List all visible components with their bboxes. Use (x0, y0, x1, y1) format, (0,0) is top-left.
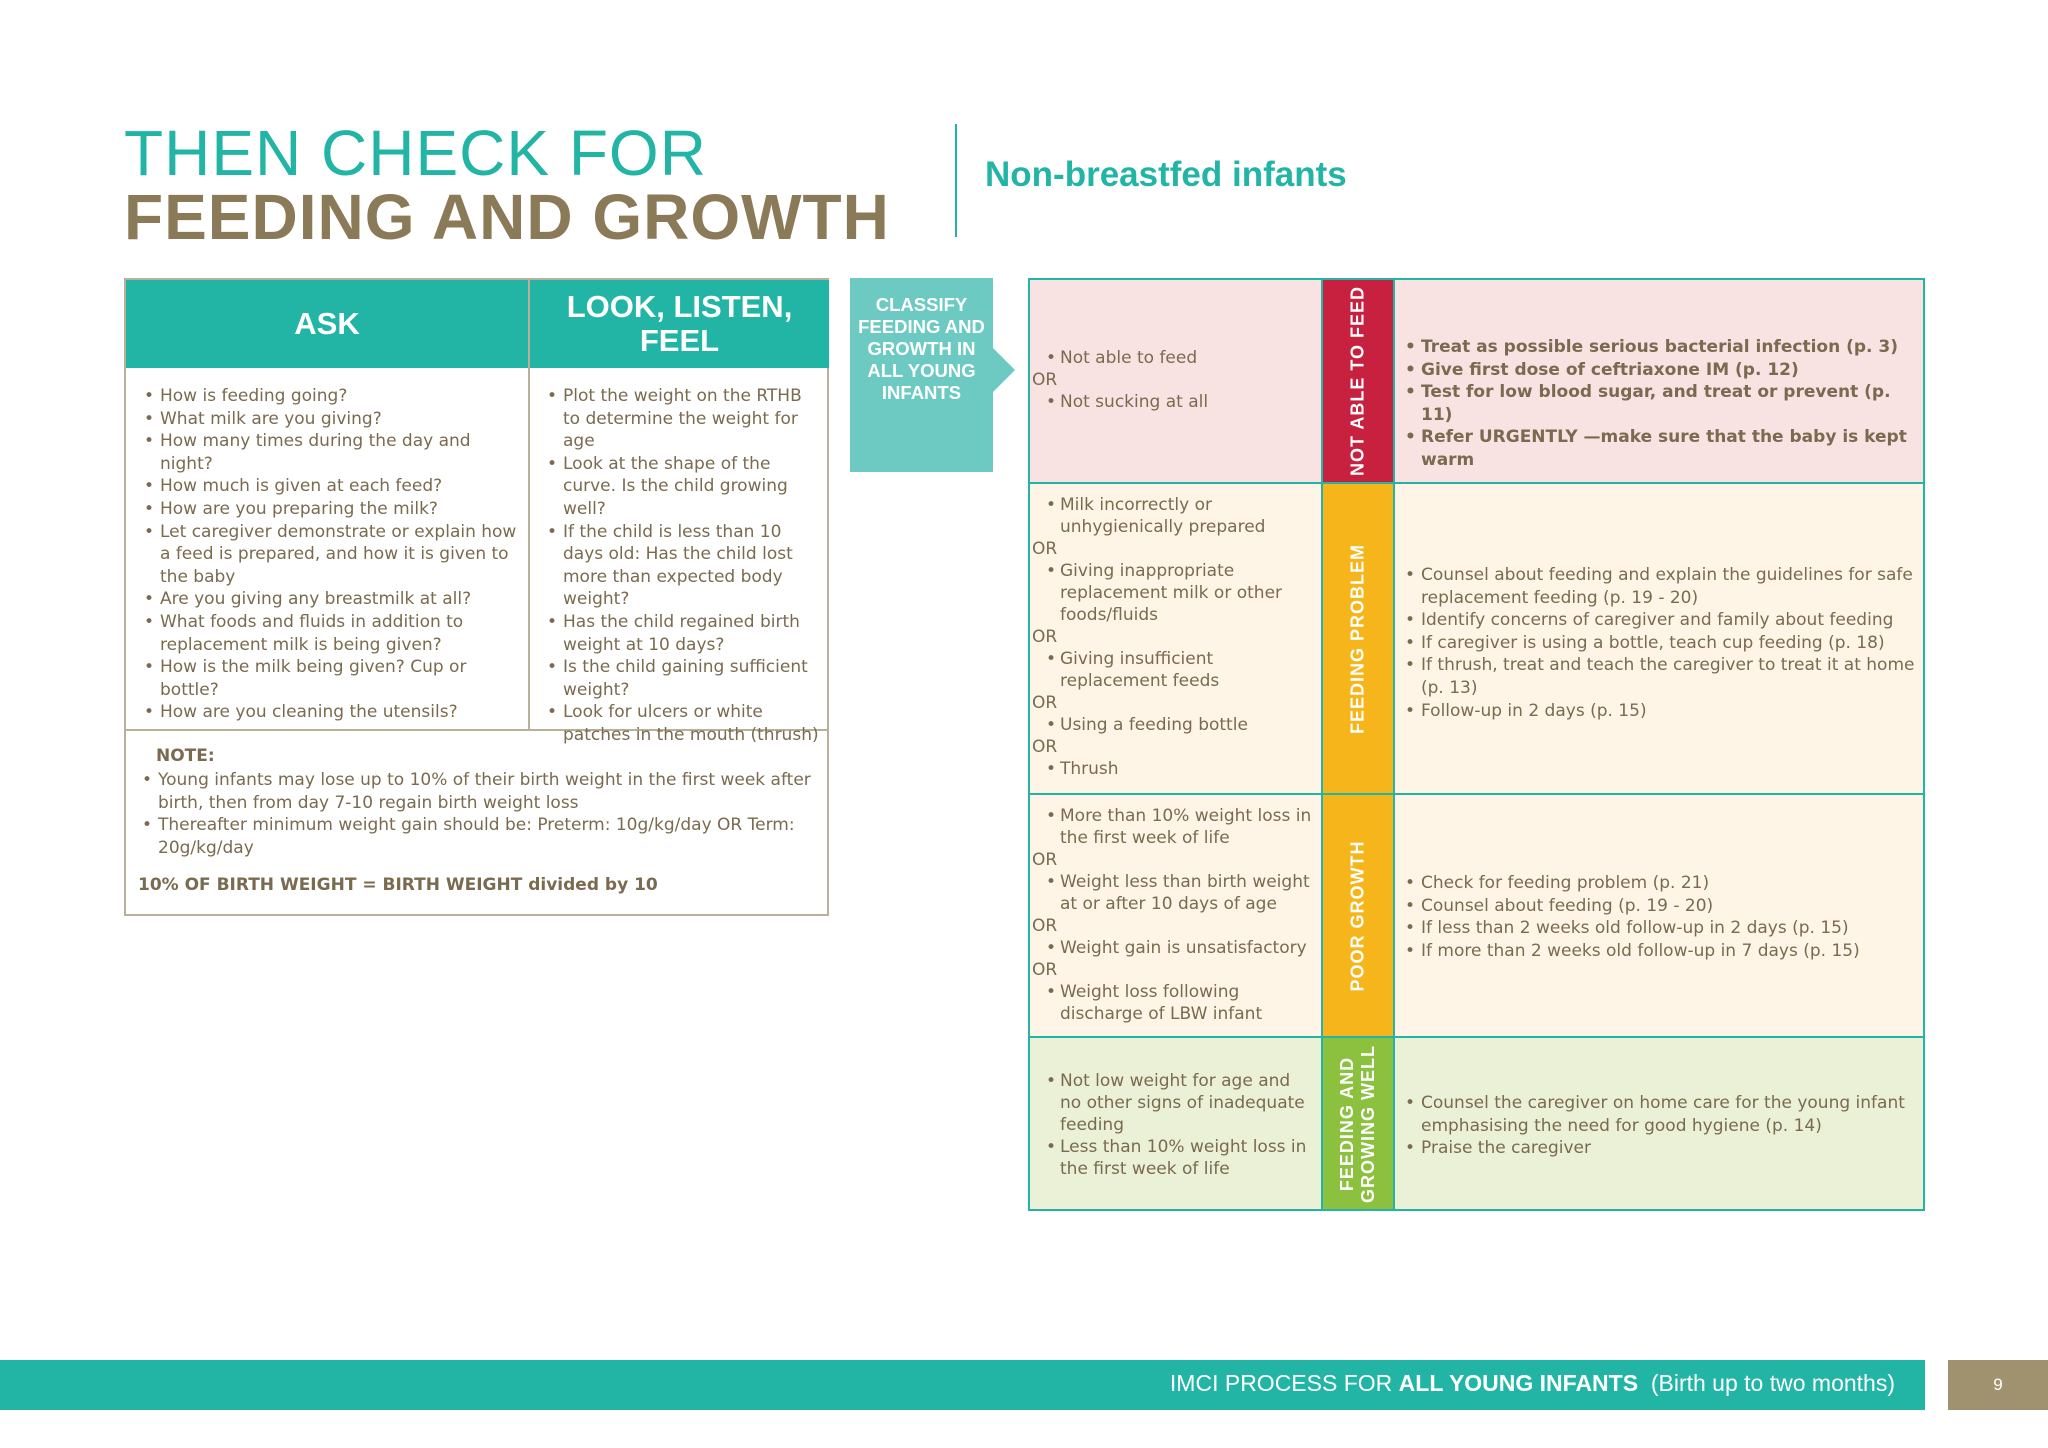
classification-label (1337, 1045, 1379, 1203)
classification-label: FEEDING PROBLEM (1347, 543, 1368, 734)
page-title-line1: THEN CHECK FOR (124, 117, 707, 189)
page-number: 9 (1948, 1360, 2048, 1410)
treatment-item: • Identify concerns of caregiver and family about feeding (1405, 609, 1915, 632)
classification-label-cell (1323, 484, 1393, 793)
or-label: OR (1032, 627, 1058, 647)
note-list (142, 769, 812, 859)
list-item: • Let caregiver demonstrate or explain how a feed is prepared, and how it is given to the baby (144, 521, 519, 589)
or-label: OR (1032, 850, 1058, 870)
treatment-item: • If less than 2 weeks old follow-up in 2 days (p. 15) (1405, 917, 1915, 940)
classification-label-line2: GROWING WELL (1358, 1044, 1378, 1203)
signs-list (1032, 494, 1316, 780)
sign-item: • Thrush (1046, 758, 1316, 780)
classification-row-feeding-and-growing-well (1030, 1038, 1923, 1209)
sign-item: • Giving inappropriate replacement milk or other foods/fluids (1046, 560, 1316, 626)
list-item: • How is feeding going? (144, 385, 519, 408)
list-item: • What foods and fluids in addition to replacement milk is being given? (144, 611, 519, 656)
treatment-item: • Treat as possible serious bacterial infection (p. 3) (1405, 336, 1915, 359)
classification-label: POOR GROWTH (1347, 840, 1368, 991)
classification-row-poor-growth (1030, 795, 1923, 1038)
treatment-list (1405, 336, 1915, 472)
footer-suffix: (Birth up to two months) (1650, 1370, 1895, 1396)
signs-cell (1030, 795, 1323, 1036)
treatment-item: • Check for feeding problem (p. 21) (1405, 872, 1915, 895)
list-item: • Young infants may lose up to 10% of their birth weight in the first week after birth, then from day 7-10 regain birth weight loss (142, 769, 812, 814)
signs-cell (1030, 1038, 1323, 1209)
list-item: • How are you preparing the milk? (144, 498, 519, 521)
or-label: OR (1032, 370, 1058, 390)
footer-bold: ALL YOUNG INFANTS (1398, 1370, 1639, 1396)
page-title-line2: FEEDING AND GROWTH (124, 181, 890, 253)
classify-box (850, 278, 993, 472)
list-item: • Look for ulcers or white patches in the mouth (thrush) (547, 701, 819, 746)
list-item: • If the child is less than 10 days old: Has the child lost more than expected body weight? (547, 521, 819, 611)
classify-arrow-icon (993, 348, 1015, 392)
or-label: OR (1032, 693, 1058, 713)
classification-table (1028, 278, 1925, 1211)
sign-item: • Milk incorrectly or unhygienically prepared (1046, 494, 1316, 538)
or-label: OR (1032, 916, 1058, 936)
signs-list (1046, 1070, 1316, 1180)
column-divider (528, 280, 530, 731)
note-title: NOTE: (156, 746, 215, 766)
treatment-cell (1393, 484, 1923, 793)
list-item: • How is the milk being given? Cup or bottle? (144, 656, 519, 701)
sign-item: • Not low weight for age and no other signs of inadequate feeding (1046, 1070, 1316, 1136)
list-item: • Plot the weight on the RTHB to determine the weight for age (547, 385, 819, 453)
treatment-item: • Praise the caregiver (1405, 1137, 1915, 1160)
footer-bar (0, 1360, 1925, 1410)
list-item: • Are you giving any breastmilk at all? (144, 588, 519, 611)
treatment-cell (1393, 1038, 1923, 1209)
list-item: • Has the child regained birth weight at 10 days? (547, 611, 819, 656)
treatment-list (1405, 1092, 1915, 1160)
list-item: • How many times during the day and night? (144, 430, 519, 475)
signs-cell (1030, 484, 1323, 793)
signs-cell (1030, 280, 1323, 482)
look-list (547, 385, 819, 747)
treatment-cell (1393, 280, 1923, 482)
or-label: OR (1032, 539, 1058, 559)
treatment-item: • If thrush, treat and teach the caregiver to treat it at home (p. 13) (1405, 654, 1915, 699)
classification-label-cell (1323, 280, 1393, 482)
treatment-item: • If caregiver is using a bottle, teach cup feeding (p. 18) (1405, 632, 1915, 655)
treatment-item: • Counsel the caregiver on home care for the young infant emphasising the need for good hygiene (p. 14) (1405, 1092, 1915, 1137)
or-label: OR (1032, 960, 1058, 980)
classify-label: CLASSIFY FEEDING AND GROWTH IN ALL YOUNG INFANTS (858, 294, 985, 403)
sign-item: • More than 10% weight loss in the first week of life (1046, 805, 1316, 849)
sign-item: • Weight loss following discharge of LBW infant (1046, 981, 1316, 1025)
classification-label: NOT ABLE TO FEED (1347, 285, 1368, 477)
signs-list (1032, 805, 1316, 1025)
list-item: • How much is given at each feed? (144, 475, 519, 498)
treatment-list (1405, 872, 1915, 962)
ask-look-table (124, 278, 829, 916)
sign-item: • Giving insufficient replacement feeds (1046, 648, 1316, 692)
sign-item: • Weight gain is unsatisfactory (1046, 937, 1316, 959)
treatment-item: • Follow-up in 2 days (p. 15) (1405, 700, 1915, 723)
sign-item: • Less than 10% weight loss in the first week of life (1046, 1136, 1316, 1180)
classification-label-line1: FEEDING AND (1337, 1056, 1357, 1191)
treatment-item: • Counsel about feeding and explain the guidelines for safe replacement feeding (p. 19 - 20) (1405, 564, 1915, 609)
list-item: • How are you cleaning the utensils? (144, 701, 519, 724)
footer-prefix: IMCI PROCESS FOR (1169, 1370, 1399, 1396)
ask-header: ASK (126, 280, 528, 368)
list-item: • Look at the shape of the curve. Is the child growing well? (547, 453, 819, 521)
treatment-item: • Give first dose of ceftriaxone IM (p. 12) (1405, 359, 1915, 382)
treatment-item: • If more than 2 weeks old follow-up in 7 days (p. 15) (1405, 940, 1915, 963)
footer-text (1170, 1370, 1895, 1397)
classification-label-cell (1323, 1038, 1393, 1209)
signs-list (1032, 347, 1316, 413)
look-header-text: LOOK, LISTEN, FEEL (566, 289, 793, 358)
sign-item: • Not able to feed (1046, 347, 1316, 369)
ask-list (144, 385, 519, 724)
treatment-list (1405, 564, 1915, 722)
list-item: • Thereafter minimum weight gain should be: Preterm: 10g/kg/day OR Term: 20g/kg/day (142, 814, 812, 859)
list-item: • What milk are you giving? (144, 408, 519, 431)
treatment-cell (1393, 795, 1923, 1036)
look-listen-feel-header (530, 280, 829, 368)
list-item: • Is the child gaining sufficient weight? (547, 656, 819, 701)
treatment-item: • Test for low blood sugar, and treat or prevent (p. 11) (1405, 381, 1915, 426)
sign-item: • Weight less than birth weight at or after 10 days of age (1046, 871, 1316, 915)
treatment-item: • Refer URGENTLY —make sure that the baby is kept warm (1405, 426, 1915, 471)
or-label: OR (1032, 737, 1058, 757)
page-subtitle: Non-breastfed infants (985, 155, 1347, 194)
sign-item: • Using a feeding bottle (1046, 714, 1316, 736)
classification-row-feeding-problem (1030, 484, 1923, 795)
title-divider (955, 124, 957, 237)
sign-item: • Not sucking at all (1046, 391, 1316, 413)
classification-row-not-able-to-feed (1030, 280, 1923, 484)
birth-weight-formula: 10% OF BIRTH WEIGHT = BIRTH WEIGHT divided by 10 (138, 875, 658, 895)
classification-label-cell (1323, 795, 1393, 1036)
treatment-item: • Counsel about feeding (p. 19 - 20) (1405, 895, 1915, 918)
